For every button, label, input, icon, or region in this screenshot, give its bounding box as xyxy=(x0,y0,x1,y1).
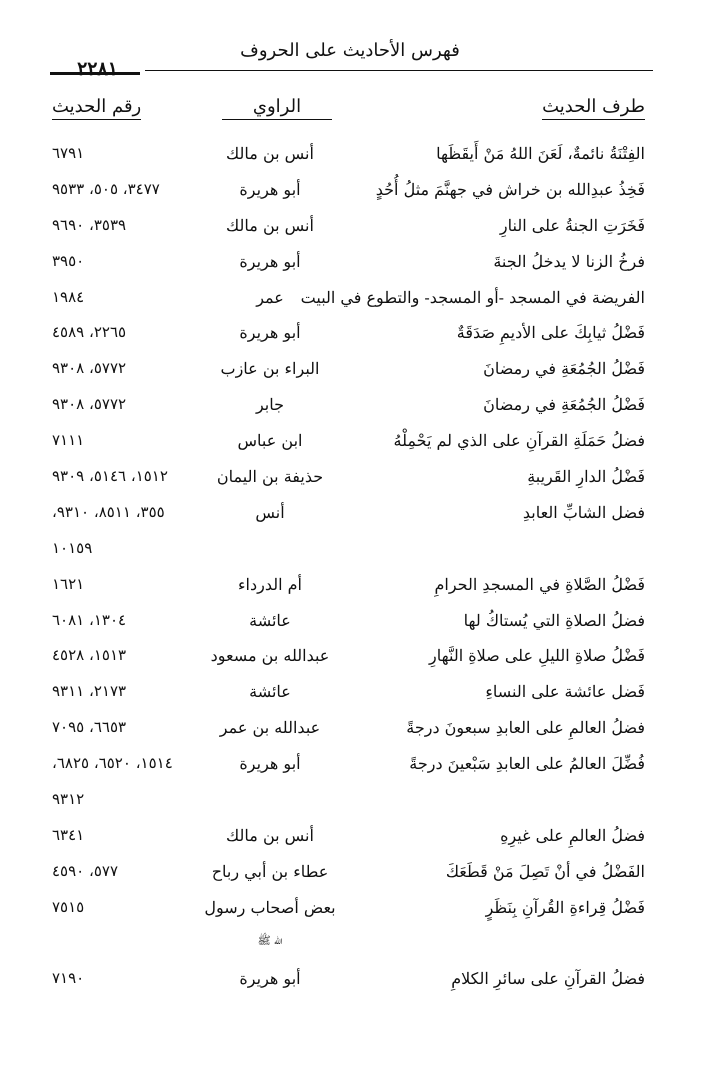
table-row xyxy=(0,640,703,676)
narrator: أبو هريرة xyxy=(239,754,301,774)
table-row xyxy=(0,210,703,246)
table-row xyxy=(0,533,703,569)
table-row xyxy=(0,784,703,820)
hadith-text: فضلُ حَمَلَةِ القرآنِ على الذي لم يَحْمِلْهُ xyxy=(393,431,645,451)
hadith-number: ١٥١٣، ٤٥٢٨ xyxy=(52,646,127,665)
hadith-text: فَخَرَتِ الجنةُ على النارِ xyxy=(499,215,645,235)
hadith-text: فَضْلُ الجُمُعَةِ في رمضانَ xyxy=(483,359,645,379)
narrator: عبدالله بن مسعود xyxy=(210,646,330,666)
table-row xyxy=(0,353,703,389)
hadith-number: ١٥١٢، ٥١٤٦، ٩٣٠٩ xyxy=(52,467,168,486)
narrator: أنس بن مالك xyxy=(226,825,314,845)
hadith-number: ١٣٠٤، ٦٠٨١ xyxy=(52,610,127,629)
hadith-text: فضل الشابِّ العابدِ xyxy=(522,502,645,522)
hadith-number: ٧٥١٥ xyxy=(52,897,85,916)
hadith-number: ٣٩٥٠ xyxy=(52,251,85,270)
hadith-text: فضلُ العالمِ على غيرِهِ xyxy=(500,825,645,845)
narrator: أنس بن مالك xyxy=(226,144,314,163)
table-row xyxy=(0,246,703,282)
hadith-text: الفَضْلُ في أنْ تَصِلَ مَنْ قَطَعَكَ xyxy=(445,861,645,881)
table-row xyxy=(0,497,703,533)
narrator: جابر xyxy=(255,395,285,415)
table-row xyxy=(0,461,703,497)
hadith-text: فَضْلُ قِراءةِ القُرآنِ بِنَظَرٍ xyxy=(485,897,645,917)
narrator: عطاء بن أبي رباح xyxy=(211,861,329,881)
hadith-number: ١٩٨٤ xyxy=(52,287,85,306)
hadith-text: فَخِذُ عبدِالله بن خراش في جهنَّمَ مثلُ أُحُدٍ xyxy=(375,179,645,199)
table-row xyxy=(0,820,703,856)
column-header-narrator: الراوي xyxy=(222,96,332,120)
hadith-number: ٥٧٧٢، ٩٣٠٨ xyxy=(52,359,127,378)
narrator: أبو هريرة xyxy=(239,323,301,343)
hadith-number: ٦٦٥٣، ٧٠٩٥ xyxy=(52,718,127,737)
narrator: البراء بن عازب xyxy=(220,359,320,379)
table-row xyxy=(0,748,703,784)
hadith-number: ٦٧٩١ xyxy=(52,144,85,162)
table-row xyxy=(0,425,703,461)
index-table xyxy=(0,138,703,999)
hadith-number: ١٠١٥٩ xyxy=(52,538,93,557)
hadith-number: ٩٣١٢ xyxy=(52,790,85,809)
table-row xyxy=(0,282,703,318)
table-row xyxy=(0,676,703,712)
page-title: فهرس الأحاديث على الحروف xyxy=(240,40,460,61)
hadith-number: ٢٢٦٥، ٤٥٨٩ xyxy=(52,323,127,342)
narrator: ابن عباس xyxy=(237,431,303,451)
narrator: أبو هريرة xyxy=(239,251,301,271)
narrator: عبدالله بن عمر xyxy=(219,718,321,738)
hadith-number: ١٦٢١ xyxy=(52,574,85,593)
narrator: أنس xyxy=(255,502,285,522)
narrator: أم الدرداء xyxy=(238,574,302,594)
table-row xyxy=(0,712,703,748)
hadith-text: فَضْلُ ثيابِكَ على الأديمِ صَدَقَةٌ xyxy=(456,323,645,343)
narrator: أنس بن مالك xyxy=(226,215,314,235)
hadith-text: فرخُ الزنا لا يدخلُ الجنةَ xyxy=(493,251,645,271)
hadith-text: فَضْلُ الجُمُعَةِ في رمضانَ xyxy=(483,395,645,415)
table-row xyxy=(0,389,703,425)
table-row xyxy=(0,856,703,892)
hadith-text: الفِتْنَةُ نائمةٌ، لَعَنَ اللهُ مَنْ أَيقَظَها xyxy=(436,144,645,163)
hadith-text: فَضْلُ الدارِ القَريبةِ xyxy=(527,467,645,487)
table-row xyxy=(0,317,703,353)
table-row xyxy=(0,605,703,641)
table-row xyxy=(0,569,703,605)
table-row xyxy=(0,963,703,999)
hadith-number: ٧١٩٠ xyxy=(52,969,85,988)
hadith-number: ٣٥٣٩، ٩٦٩٠ xyxy=(52,215,127,234)
hadith-number: ٥٧٧، ٤٥٩٠ xyxy=(52,861,119,880)
column-header-number: رقم الحديث xyxy=(52,96,141,120)
narrator: عائشة xyxy=(249,682,291,702)
narrator: حذيفة بن اليمان xyxy=(216,467,324,487)
narrator: عمر xyxy=(256,287,284,307)
hadith-text: فَضل عائشة على النساءِ xyxy=(485,682,645,702)
hadith-number: ٣٤٧٧، ٥٠٥، ٩٥٣٣ xyxy=(52,179,160,198)
hadith-text: فُضِّلَ العالمُ على العابدِ سَبْعينَ درجةً xyxy=(409,754,645,774)
page-number: ٢٢٨١ xyxy=(77,58,118,80)
hadith-number: ٢١٧٣، ٩٣١١ xyxy=(52,682,127,701)
column-header-hadith: طرف الحديث xyxy=(542,96,645,120)
header-rule xyxy=(145,70,653,71)
hadith-number: ٣٥٥، ٨٥١١، ٩٣١٠، xyxy=(52,502,165,521)
hadith-number: ١٥١٤، ٦٥٢٠، ٦٨٢٥، xyxy=(52,754,173,773)
narrator: بعض أصحاب رسول xyxy=(204,897,336,917)
table-row xyxy=(0,892,703,928)
hadith-number: ٦٣٤١ xyxy=(52,825,85,844)
hadith-text: فضلُ الصلاةِ التي يُستاكُ لها xyxy=(463,610,645,630)
hadith-number: ٥٧٧٢، ٩٣٠٨ xyxy=(52,395,127,414)
narrator: عائشة xyxy=(249,610,291,630)
table-row xyxy=(0,174,703,210)
hadith-text: فَضْلُ صلاةِ الليلِ على صلاةِ النَّهارِ xyxy=(429,646,645,666)
table-row xyxy=(0,928,703,964)
column-headers xyxy=(0,88,703,132)
hadith-text: فضلُ القرآنِ على سائرِ الكلامِ xyxy=(451,969,645,989)
table-row xyxy=(0,138,703,174)
hadith-text: فَضْلُ الصَّلاةِ في المسجدِ الحرامِ xyxy=(434,574,645,594)
hadith-text: الفريضة في المسجد -أو المسجد- والتطوع في البيت xyxy=(300,287,645,307)
hadith-number: ٧١١١ xyxy=(52,431,85,450)
narrator: أبو هريرة xyxy=(239,179,301,199)
hadith-text: فضلُ العالمِ على العابدِ سبعونَ درجةً xyxy=(406,718,645,738)
narrator: الله ﷺ xyxy=(257,933,283,947)
narrator: أبو هريرة xyxy=(239,969,301,989)
page-header xyxy=(0,0,703,80)
page-number-rule xyxy=(50,72,140,75)
